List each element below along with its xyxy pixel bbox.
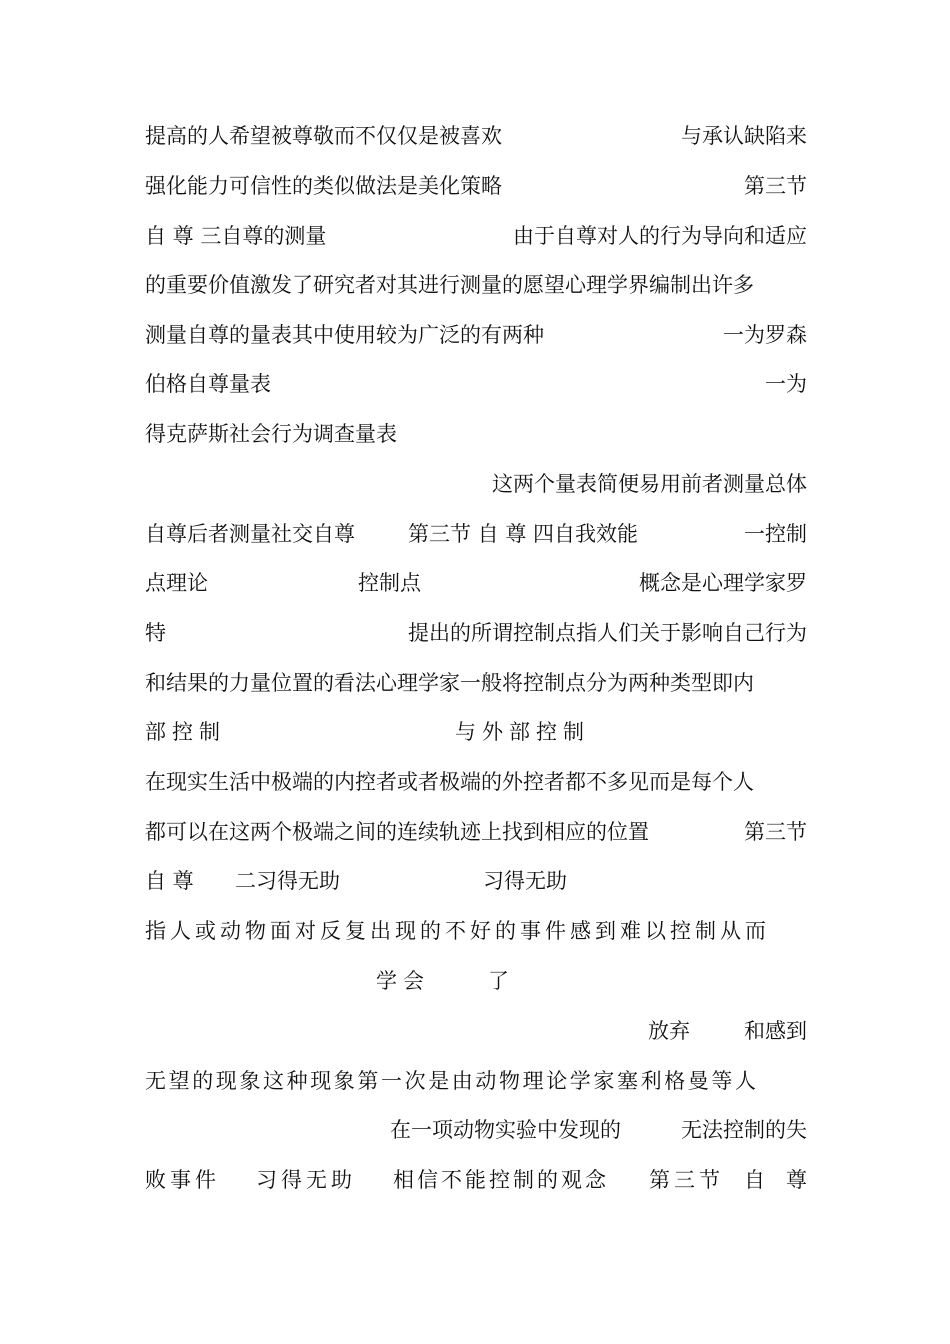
text-segment: 提高的人希望被尊敬而不仅仅是被喜欢 xyxy=(145,124,502,148)
text-segment: 习得无助 xyxy=(483,869,567,893)
text-segment: 第三节 xyxy=(744,174,807,198)
text-segment: 放弃 xyxy=(648,1019,690,1043)
text-line-6 xyxy=(145,368,807,400)
text-line-7 xyxy=(145,418,807,450)
text-line-13 xyxy=(145,716,807,748)
text-line-14 xyxy=(145,766,807,798)
text-segment: 无望的现象这种现象第一次是由动物理论学家塞利格曼等人 xyxy=(145,1069,759,1093)
text-segment: 一为 xyxy=(765,372,807,396)
text-segment: 控制点 xyxy=(358,571,421,595)
text-segment: 都可以在这两个极端之间的连续轨迹上找到相应的位置 xyxy=(145,820,649,844)
text-line-20 xyxy=(145,1065,807,1097)
text-line-4 xyxy=(145,269,807,301)
text-segment: 得克萨斯社会行为调查量表 xyxy=(145,422,397,446)
text-segment: 由于自尊对人的行为导向和适应 xyxy=(513,224,807,248)
text-segment: 的重要价值激发了研究者对其进行测量的愿望心理学界编制出许多 xyxy=(145,273,754,297)
text-segment: 和感到 xyxy=(744,1019,807,1043)
text-line-12 xyxy=(145,667,807,699)
text-segment: 二习得无助 xyxy=(235,869,340,893)
text-segment: 习得无助 xyxy=(256,1168,356,1192)
text-line-19 xyxy=(145,1015,807,1047)
text-segment: 部控制 xyxy=(145,720,226,744)
text-line-1 xyxy=(145,120,807,152)
text-segment: 与承认缺陷来 xyxy=(681,124,807,148)
text-segment: 点理论 xyxy=(145,571,208,595)
text-segment: 提出的所谓控制点指人们关于影响自己行为 xyxy=(408,621,807,645)
text-segment: 无法控制的失 xyxy=(681,1118,807,1142)
text-segment: 概念是心理学家罗 xyxy=(639,571,807,595)
text-segment: 自 xyxy=(744,1168,765,1192)
text-line-9 xyxy=(145,518,807,550)
text-segment: 特 xyxy=(145,621,166,645)
text-segment: 指人或动物面对反复出现的不好的事件感到难以控制从而 xyxy=(145,919,770,943)
text-segment: 这两个量表简便易用前者测量总体 xyxy=(492,472,807,496)
text-segment: 一为罗森 xyxy=(723,323,807,347)
text-line-17 xyxy=(145,915,807,947)
text-segment: 和结果的力量位置的看法心理学家一般将控制点分为两种类型即内 xyxy=(145,671,754,695)
text-segment: 测量自尊的量表其中使用较为广泛的有两种 xyxy=(145,323,544,347)
text-segment: 在一项动物实验中发现的 xyxy=(390,1118,621,1142)
text-line-22 xyxy=(145,1164,807,1196)
text-segment: 强化能力可信性的类似做法是美化策略 xyxy=(145,174,502,198)
text-line-5 xyxy=(145,319,807,351)
text-line-8 xyxy=(145,468,807,500)
text-segment: 自 尊 三自尊的测量 xyxy=(145,224,327,248)
text-segment: 在现实生活中极端的内控者或者极端的外控者都不多见而是每个人 xyxy=(145,770,754,794)
text-line-18 xyxy=(145,965,807,997)
text-line-16 xyxy=(145,865,807,897)
text-segment: 了 xyxy=(488,969,509,993)
text-segment: 败事件 xyxy=(145,1168,220,1192)
text-line-21 xyxy=(145,1114,807,1146)
text-segment: 一控制 xyxy=(744,522,807,546)
text-segment: 与外部控制 xyxy=(455,720,590,744)
text-segment: 第三节 xyxy=(744,820,807,844)
text-segment: 第三节 自 尊 四自我效能 xyxy=(408,522,639,546)
text-segment: 自尊后者测量社交自尊 xyxy=(145,522,355,546)
text-line-2 xyxy=(145,170,807,202)
text-line-11 xyxy=(145,617,807,649)
text-segment: 学会 xyxy=(376,969,430,993)
text-segment: 伯格自尊量表 xyxy=(145,372,271,396)
text-line-10 xyxy=(145,567,807,599)
text-segment: 尊 xyxy=(786,1168,807,1192)
text-line-3 xyxy=(145,220,807,252)
text-segment: 自 尊 xyxy=(145,869,194,893)
text-segment: 相信不能控制的观念 xyxy=(393,1168,609,1192)
text-segment: 第三节 xyxy=(649,1168,724,1192)
text-line-15 xyxy=(145,816,807,848)
